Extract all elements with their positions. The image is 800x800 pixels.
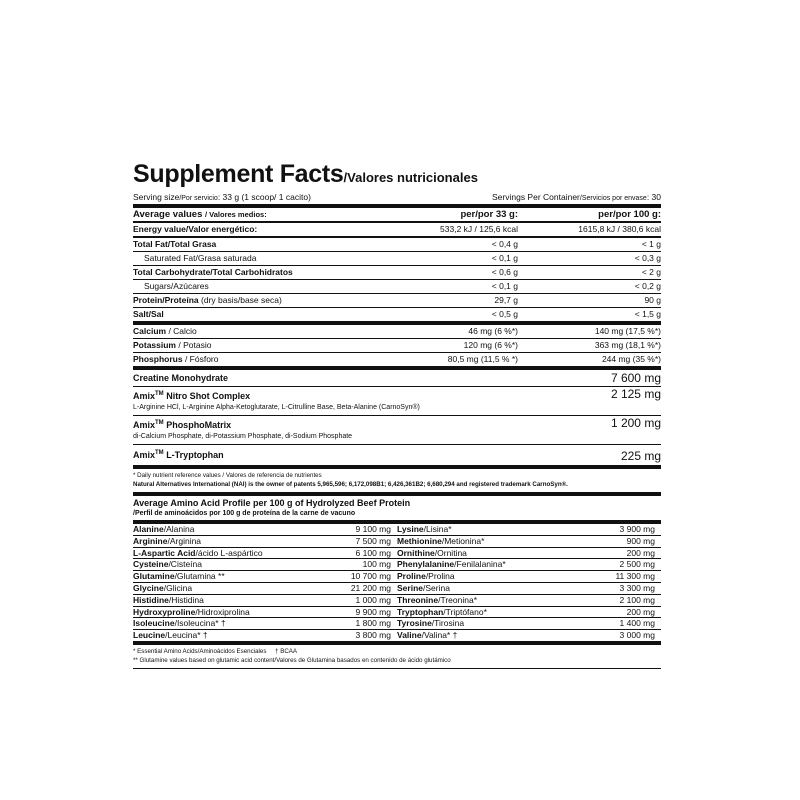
amino-row: Glutamine/Glutamina ** 10 700 mg [133, 571, 397, 583]
nutrient-row-protein: Protein/Proteína (dry basis/base seca) 29,7 g 90 g [133, 295, 661, 305]
amino-row: Threonine/Treonina* 2 100 mg [397, 595, 661, 607]
nutrient-row-saturated-fat: Saturated Fat/Grasa saturada < 0,1 g < 0,3 g [144, 253, 661, 263]
amino-row: Isoleucine/Isoleucina* † 1 800 mg [133, 618, 397, 630]
amino-row: Ornithine/Ornitina 200 mg [397, 548, 661, 560]
blend-creatine: Creatine Monohydrate 7 600 mg [133, 371, 661, 385]
footnote-daily-values: * Daily nutrient reference values / Valores de referencia de nutrientes [133, 472, 322, 479]
mineral-row-phosphorus: Phosphorus / Fósforo 80,5 mg (11,5 % *) 244 mg (35 %*) [133, 354, 661, 364]
blend-phosphomatrix: Amix™ PhosphoMatrix 1 200 mg di-Calcium Phosphate, di-Potassium Phosphate, di-Sodium Phosphate [133, 416, 661, 440]
amino-row: Phenylalanine/Fenilalanina* 2 500 mg [397, 559, 661, 571]
amino-row: Leucine/Leucina* † 3 800 mg [133, 630, 391, 641]
amino-row: Serine/Serina 3 300 mg [397, 583, 661, 595]
amino-row: Tyrosine/Tirosina 1 400 mg [397, 618, 661, 630]
amino-row: Valine/Valina* † 3 000 mg [397, 630, 655, 641]
amino-row: Lysine/Lisina* 3 900 mg [397, 524, 661, 536]
amino-acid-table [133, 524, 661, 641]
footnote-essential: * Essential Amino Acids/Aminoácidos Esenciales † BCAA [133, 647, 298, 655]
serving-info [133, 192, 661, 204]
amino-row: Cysteine/Cisteína 100 mg [133, 559, 397, 571]
panel-title [133, 160, 661, 192]
nutrient-row-energy: Energy value/Valor energético: 533,2 kJ / 125,6 kcal 1615,8 kJ / 380,6 kcal [133, 224, 661, 234]
mineral-row-potassium: Potassium / Potasio 120 mg (6 %*) 363 mg (18,1 %*) [133, 340, 661, 350]
servings-per-container: Servings Per Container/Servicios por envase: 30 [492, 192, 661, 202]
values-header: Average values / Valores medios: per/por 33 g: per/por 100 g: [133, 209, 661, 220]
mineral-row-calcium: Calcium / Calcio 46 mg (6 %*) 140 mg (17,5 %*) [133, 326, 661, 336]
title-main: Supplement Facts [133, 160, 344, 188]
blend-tryptophan: Amix™ L-Tryptophan 225 mg [133, 449, 661, 463]
amino-column-left [133, 524, 397, 641]
amino-profile-subtitle: /Perfil de aminoácidos por 100 g de proteína de la carne de vacuno [133, 510, 356, 517]
divider [133, 668, 661, 669]
amino-row: Methionine/Metionina* 900 mg [397, 536, 661, 548]
serving-size: Serving size/Por servicio: 33 g (1 scoop/ 1 cacito) [133, 192, 311, 202]
footnote-patents: Natural Alternatives International (NAI) is the owner of patents 5,965,596; 6,172,098B1; 6,426,361B2; 6,680,294 and registered trademark CarnoSyn®. [133, 481, 568, 488]
supplement-facts-panel [133, 160, 661, 669]
nutrient-row-salt: Salt/Sal < 0,5 g < 1,5 g [133, 309, 661, 319]
nutrient-row-carbohydrate: Total Carbohydrate/Total Carbohidratos < 0,6 g < 2 g [133, 267, 661, 277]
amino-row: Hydroxyproline/Hidroxiprolina 9 900 mg [133, 607, 397, 619]
amino-row: Proline/Prolina 11 300 mg [397, 571, 661, 583]
amino-row: Arginine/Arginina 7 500 mg [133, 536, 397, 548]
amino-column-right [397, 524, 661, 641]
amino-row: Tryptophan/Triptófano* 200 mg [397, 607, 661, 619]
nutrient-row-sugars: Sugars/Azúcares < 0,1 g < 0,2 g [144, 281, 661, 291]
col1-header: per/por 33 g: [460, 209, 518, 220]
amino-row: Histidine/Histidina 1 000 mg [133, 595, 397, 607]
col2-header: per/por 100 g: [598, 209, 661, 220]
amino-profile-title: Average Amino Acid Profile per 100 g of Hydrolyzed Beef Protein [133, 498, 411, 508]
amino-row: L-Aspartic Acid/ácido L-aspártico 6 100 mg [133, 548, 397, 560]
amino-row: Glycine/Glicina 21 200 mg [133, 583, 397, 595]
nutrient-row-fat: Total Fat/Total Grasa < 0,4 g < 1 g [133, 239, 661, 249]
blend-nitro-shot: Amix™ Nitro Shot Complex 2 125 mg L-Arginine HCl, L-Arginine Alpha-Ketoglutarate, L-Citrulline Base, Beta-Alanine (CarnoSyn®) [133, 387, 661, 411]
title-sub: /Valores nutricionales [343, 170, 478, 185]
amino-row: Alanine/Alanina 9 100 mg [133, 524, 397, 536]
footnote-glutamine: ** Glutamine values based on glutamic acid content/Valores de Glutamina basados en contenido de ácido glutámico [133, 656, 451, 664]
